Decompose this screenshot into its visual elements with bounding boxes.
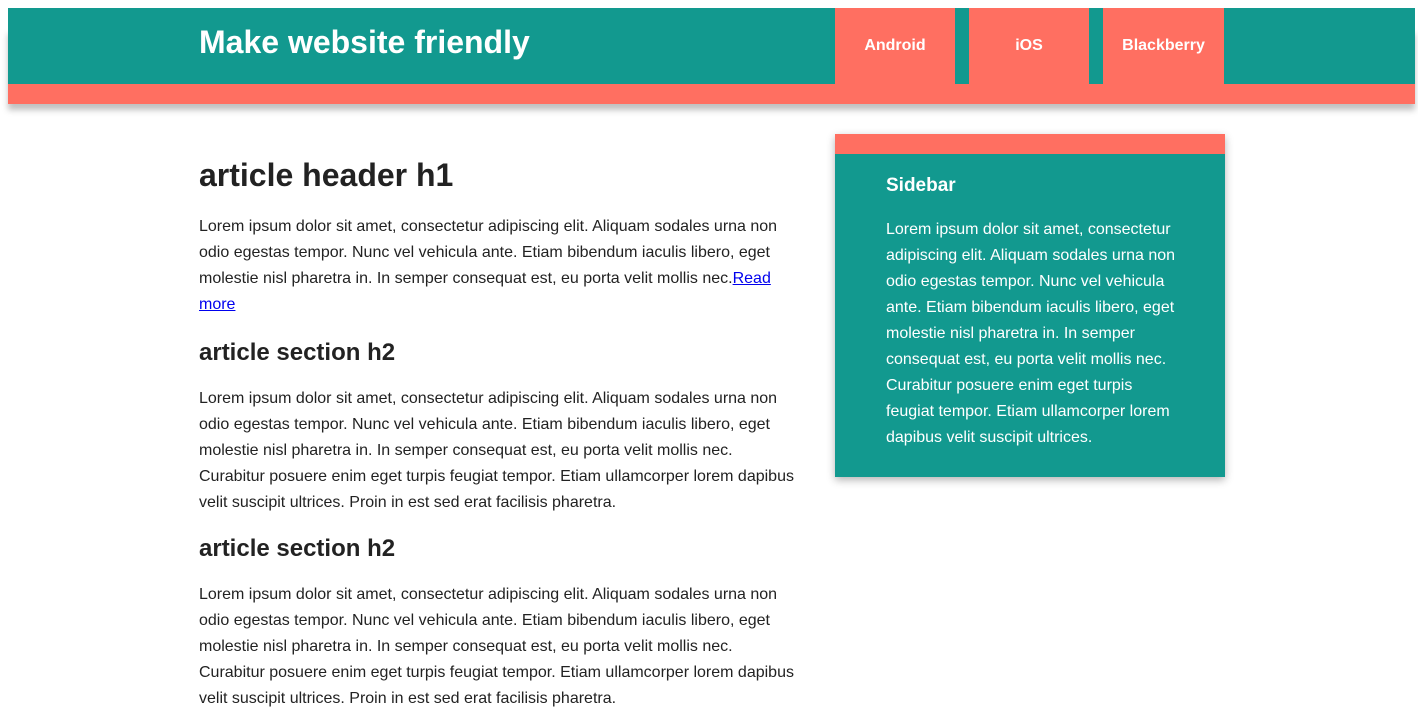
sidebar-title: Sidebar: [886, 175, 956, 196]
section-text: Lorem ipsum dolor sit amet, consectetur adipiscing elit. Aliquam sodales urna non odio egestas tempor. Nunc vel vehicula ante. Etiam bibendum iaculis libero, eget molestie nisl pharetra in. In semper consequat est, eu porta velit mollis nec. Curabitur posuere enim eget turpis feugiat tempor. Etiam ullamcorper lorem dapibus velit suscipit ultrices. Proin in est sed erat facilisis pharetra.: [199, 390, 794, 511]
section-heading: article section h2: [199, 339, 396, 366]
sidebar-text: Lorem ipsum dolor sit amet, consectetur adipiscing elit. Aliquam sodales urna non odio egestas tempor. Nunc vel vehicula ante. Etiam bibendum iaculis libero, eget molestie nisl pharetra in. In semper consequat est, eu porta velit mollis nec. Curabitur posuere enim eget turpis feugiat tempor. Etiam ullamcorper lorem dapibus velit suscipit ultrices.: [886, 221, 1176, 446]
nav-item-ios[interactable]: iOS: [969, 8, 1089, 104]
section-heading: article section h2: [199, 535, 396, 562]
article-title: article header h1: [199, 157, 454, 193]
article-intro: [199, 214, 799, 318]
sidebar: [835, 134, 1225, 477]
section-text: Lorem ipsum dolor sit amet, consectetur adipiscing elit. Aliquam sodales urna non odio egestas tempor. Nunc vel vehicula ante. Etiam bibendum iaculis libero, eget molestie nisl pharetra in. In semper consequat est, eu porta velit mollis nec. Curabitur posuere enim eget turpis feugiat tempor. Etiam ullamcorper lorem dapibus velit suscipit ultrices. Proin in est sed erat facilisis pharetra.: [199, 586, 794, 707]
site-title: Make website friendly: [199, 24, 530, 60]
read-more-link[interactable]: Read more: [199, 270, 771, 313]
sidebar-accent-stripe: [835, 134, 1225, 154]
main-article: [199, 140, 799, 712]
article-intro-text: Lorem ipsum dolor sit amet, consectetur adipiscing elit. Aliquam sodales urna non odio egestas tempor. Nunc vel vehicula ante. Etiam bibendum iaculis libero, eget molestie nisl pharetra in. In semper consequat est, eu porta velit mollis nec.: [199, 218, 778, 287]
nav-item-blackberry[interactable]: Blackberry: [1103, 8, 1224, 104]
nav-item-android[interactable]: Android: [835, 8, 955, 104]
